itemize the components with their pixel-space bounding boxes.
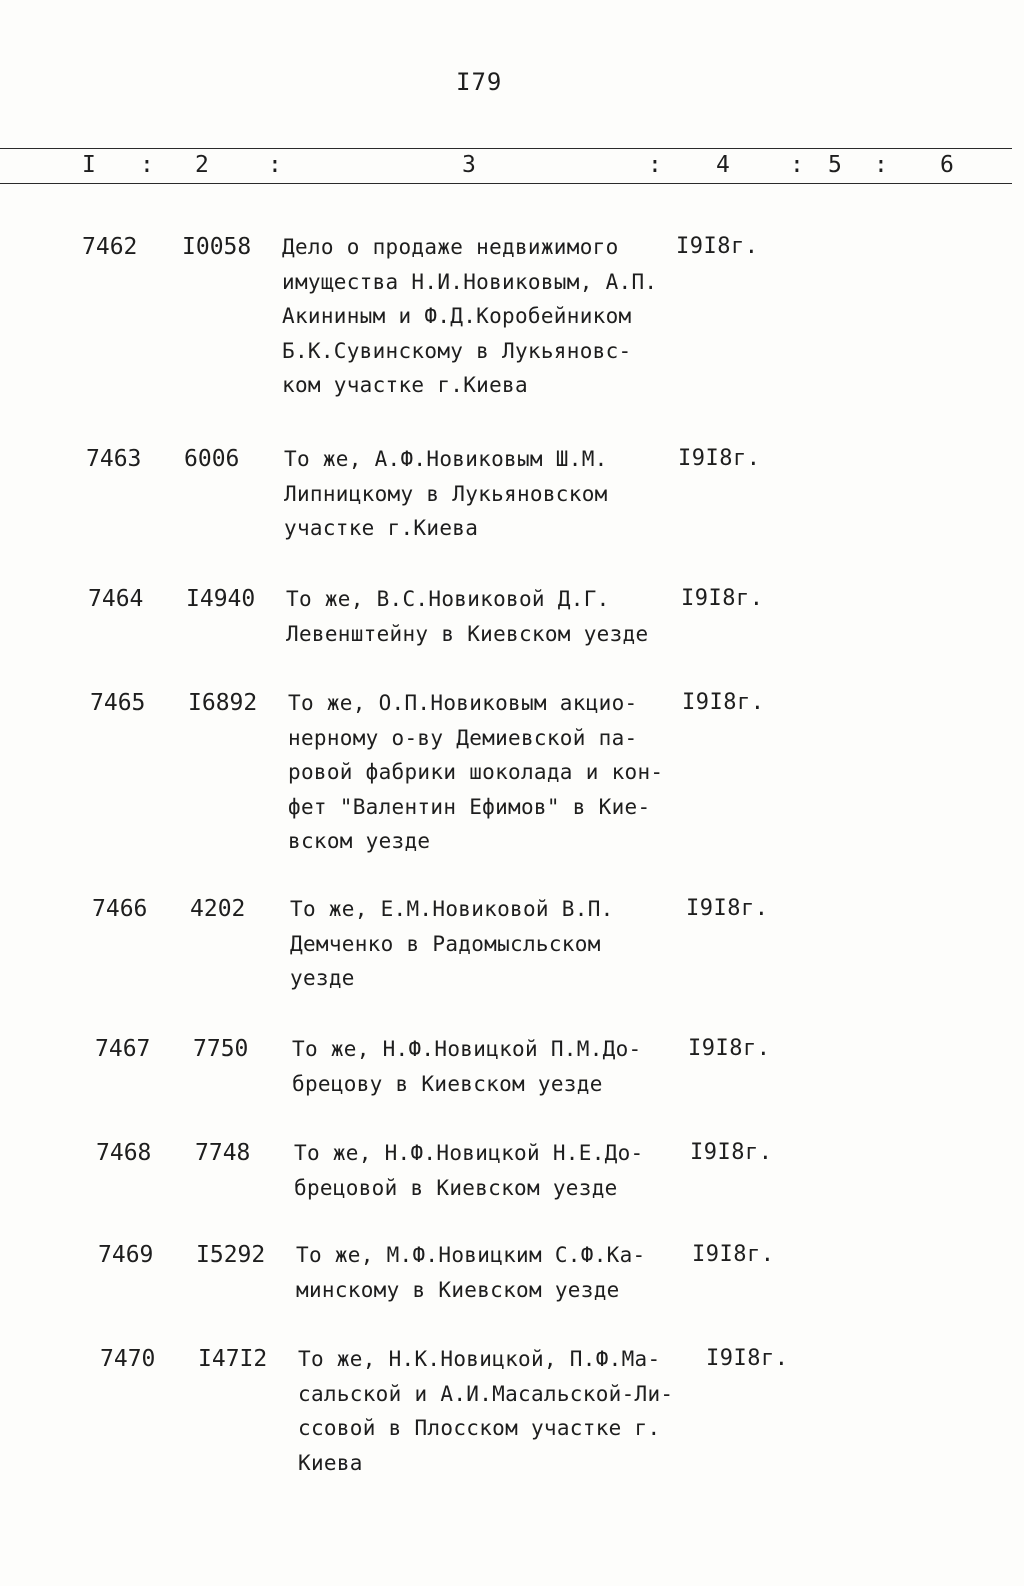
description-line: То же, А.Ф.Новиковым Ш.М. xyxy=(284,447,608,471)
entry-number: 7467 xyxy=(95,1036,151,1062)
case-number: I47I2 xyxy=(198,1346,268,1372)
column-header-3: 3 xyxy=(462,152,476,178)
entry-number: 7462 xyxy=(82,234,138,260)
column-separator: : xyxy=(648,152,662,178)
column-header-6: 6 xyxy=(940,152,954,178)
description-line: То же, Е.М.Новиковой В.П. xyxy=(290,897,614,921)
case-year: I9I8г. xyxy=(678,446,761,471)
description-line: ссовой в Плосском участке г. xyxy=(298,1416,661,1440)
description-line: Дело о продаже недвижимого xyxy=(282,235,619,259)
description-line: Киева xyxy=(298,1450,363,1475)
case-description xyxy=(294,1136,714,1205)
description-line: Липницкому в Лукьяновском xyxy=(284,481,608,506)
entry-number: 7463 xyxy=(86,446,142,472)
description-line: имущества Н.И.Новиковым, А.П. xyxy=(282,269,658,294)
case-year: I9I8г. xyxy=(686,896,769,921)
description-line: То же, Н.Ф.Новицкой П.М.До- xyxy=(292,1037,642,1061)
entry-number: 7470 xyxy=(100,1346,156,1372)
description-line: ком участке г.Киева xyxy=(282,373,528,397)
case-number: 4202 xyxy=(190,896,246,922)
header-rule-bottom xyxy=(0,183,1012,184)
column-separator: : xyxy=(140,152,154,178)
description-line: сальской и А.И.Масальской-Ли- xyxy=(298,1381,674,1406)
case-description xyxy=(286,582,706,651)
case-description xyxy=(292,1032,712,1101)
description-line: Б.К.Сувинскому в Лукьяновс- xyxy=(282,338,632,363)
description-line: Демченко в Радомысльском xyxy=(290,931,601,956)
description-line: То же, В.С.Новиковой Д.Г. xyxy=(286,587,610,611)
description-line: вском уезде xyxy=(288,829,431,853)
case-number: I0058 xyxy=(182,234,252,260)
description-line: То же, М.Ф.Новицким С.Ф.Ка- xyxy=(296,1243,646,1267)
case-number: I5292 xyxy=(196,1242,266,1268)
description-line: нерному о-ву Демиевской па- xyxy=(288,725,638,750)
description-line: Левенштейну в Киевском уезде xyxy=(286,621,649,646)
case-description xyxy=(290,892,710,996)
case-year: I9I8г. xyxy=(690,1140,773,1165)
column-separator: : xyxy=(790,152,804,178)
case-description xyxy=(298,1342,718,1480)
entry-number: 7464 xyxy=(88,586,144,612)
description-line: То же, О.П.Новиковым акцио- xyxy=(288,691,638,715)
column-header-2: 2 xyxy=(195,152,209,178)
page-number: I79 xyxy=(456,68,503,96)
case-number: 6006 xyxy=(184,446,240,472)
description-line: ровой фабрики шоколада и кон- xyxy=(288,760,664,784)
entry-number: 7465 xyxy=(90,690,146,716)
column-header-4: 4 xyxy=(716,152,730,178)
description-line: минскому в Киевском уезде xyxy=(296,1277,620,1302)
case-year: I9I8г. xyxy=(688,1036,771,1061)
entry-number: 7468 xyxy=(96,1140,152,1166)
description-line: брецовой в Киевском уезде xyxy=(294,1175,618,1200)
description-line: То же, Н.Ф.Новицкой Н.Е.До- xyxy=(294,1141,644,1165)
column-separator: : xyxy=(268,152,282,178)
case-year: I9I8г. xyxy=(692,1242,775,1267)
case-number: 7750 xyxy=(193,1036,249,1062)
case-number: I6892 xyxy=(188,690,258,716)
case-description xyxy=(284,442,704,546)
case-number: 7748 xyxy=(195,1140,251,1166)
case-year: I9I8г. xyxy=(706,1346,789,1371)
case-description xyxy=(296,1238,716,1307)
description-line: брецову в Киевском уезде xyxy=(292,1071,603,1096)
entry-number: 7466 xyxy=(92,896,148,922)
case-description xyxy=(288,686,708,859)
description-line: Акининым и Ф.Д.Коробейником xyxy=(282,304,632,328)
case-year: I9I8г. xyxy=(676,234,759,259)
description-line: То же, Н.К.Новицкой, П.Ф.Ма- xyxy=(298,1347,661,1371)
entry-number: 7469 xyxy=(98,1242,154,1268)
description-line: участке г.Киева xyxy=(284,516,479,540)
case-year: I9I8г. xyxy=(682,690,765,715)
header-rule-top xyxy=(0,148,1012,149)
column-header-1: I xyxy=(82,152,96,178)
case-year: I9I8г. xyxy=(681,586,764,611)
description-line: уезде xyxy=(290,966,355,990)
case-description xyxy=(282,230,702,403)
description-line: фет "Валентин Ефимов" в Кие- xyxy=(288,794,651,819)
column-header-5: 5 xyxy=(828,152,842,178)
column-separator: : xyxy=(874,152,888,178)
case-number: I4940 xyxy=(186,586,256,612)
